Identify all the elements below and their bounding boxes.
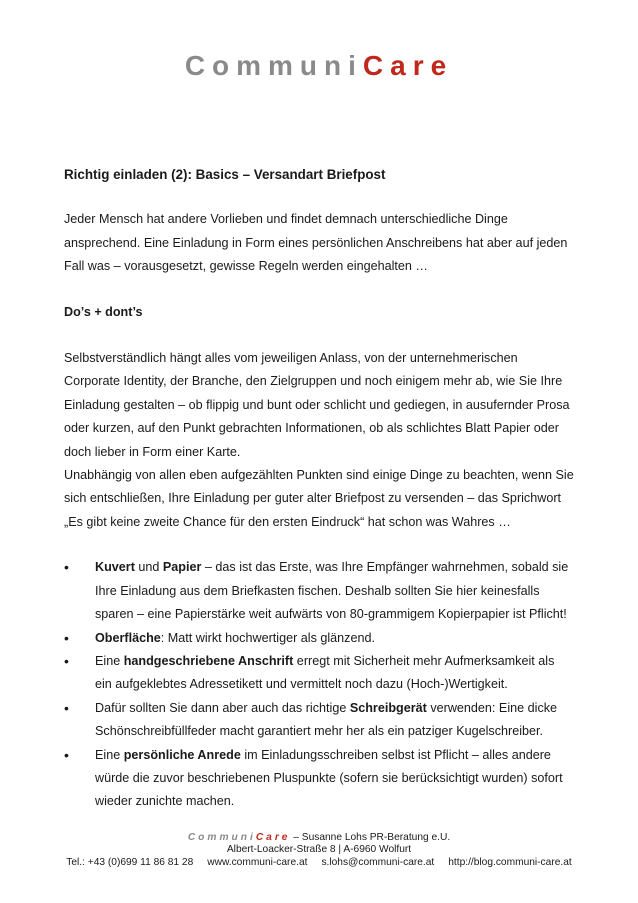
- footer-website-link[interactable]: www.communi-care.at: [207, 856, 308, 868]
- footer-contacts: [0, 857, 638, 869]
- logo-part-care: Care: [362, 50, 454, 81]
- list-item: • Oberfläche: Matt wirkt hochwertiger als glänzend.: [64, 627, 574, 650]
- document-body: [64, 163, 574, 814]
- list-item: • Kuvert und Papier – das ist das Erste, was Ihre Empfänger wahrnehmen, sobald sie Ihre Einladung aus dem Briefkasten fischen. Deshalb sollten Sie hier keinesfalls sparen – eine Papierstärke weit aufwärts von 80-grammigem Kopierpapier ist Pflicht!: [64, 556, 574, 626]
- footer-blog-link[interactable]: http://blog.communi-care.at: [448, 856, 572, 868]
- subheading: Do’s + dont’s: [64, 304, 143, 319]
- bullet-icon: •: [64, 629, 69, 646]
- page-title: Richtig einladen (2): Basics – Versandart Briefpost: [64, 167, 386, 182]
- footer-line-1: CommuniCare – Susanne Lohs PR-Beratung e.U.: [187, 832, 451, 843]
- bullet-icon: •: [64, 746, 69, 763]
- footer-phone: Tel.: +43 (0)699 11 86 81 28: [66, 856, 194, 868]
- intro-paragraph: Jeder Mensch hat andere Vorlieben und findet demnach unterschiedliche Dinge ansprechend. Eine Einladung in Form eines persönlichen Anschreibens hat aber auf jeden Fall was – vorausgesetzt, gewisse Regeln werden eingehalten …: [64, 212, 568, 274]
- list-item: • Eine handgeschriebene Anschrift erregt mit Sicherheit mehr Aufmerksamkeit als ein aufgeklebtes Adressetikett und vermittelt noch dazu (Hoch-)Wertigkeit.: [64, 650, 574, 697]
- tips-list: [64, 556, 574, 813]
- footer-brand: CommuniCare: [187, 832, 291, 843]
- bullet-icon: •: [64, 652, 69, 669]
- footer-email-link[interactable]: s.lohs@communi-care.at: [321, 856, 435, 868]
- bullet-icon: •: [64, 559, 69, 576]
- body-paragraph-1: Selbstverständlich hängt alles vom jeweiligen Anlass, von der unternehmerischen Corporate Identity, der Branche, den Zielgruppen und noch einigem mehr ab, wie Sie Ihre Einladung gestalten – ob flippig und bunt oder schlicht und gediegen, in ausufernder Prosa oder kurzen, auf den Punkt gebrachten Informationen, ob als schlichtes Blatt Papier oder doch lieber in Form einer Karte.: [64, 351, 570, 459]
- list-item: • Dafür sollten Sie dann aber auch das richtige Schreibgerät verwenden: Eine dicke Schönschreibfüllfeder macht garantiert mehr her als ein patziger Kugelschreiber.: [64, 697, 574, 744]
- footer-address: Albert-Loacker-Straße 8 | A-6960 Wolfurt: [226, 844, 412, 856]
- communicare-logo: [0, 50, 638, 82]
- list-item: • Eine persönliche Anrede im Einladungsschreiben selbst ist Pflicht – alles andere würde die zuvor beschriebenen Pluspunkte (sofern sie berücksichtigt wurden) sofort wieder zunichte machen.: [64, 744, 574, 814]
- page-footer: [0, 832, 638, 869]
- logo-part-communi: Communi: [184, 50, 363, 81]
- body-paragraph-2: Unabhängig von allen eben aufgezählten Punkten sind einige Dinge zu beachten, wenn Sie sich entschließen, Ihre Einladung per guter alter Briefpost zu versenden – das Sprichwort „Es gibt keine zweite Chance für den ersten Eindruck“ hat schon was Wahres …: [64, 468, 574, 529]
- bullet-icon: •: [64, 699, 69, 716]
